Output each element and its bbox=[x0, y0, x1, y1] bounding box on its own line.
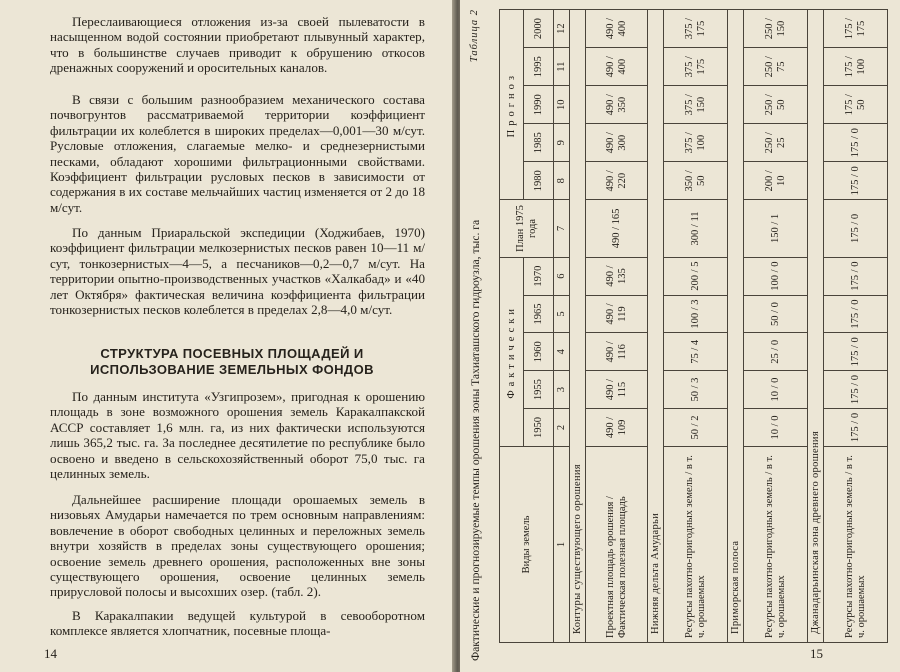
table-cell: 200 / 5 bbox=[664, 257, 728, 295]
table-cell: 250 / 25 bbox=[744, 124, 808, 162]
header-year: 1965 bbox=[524, 295, 554, 333]
table-cell: 175 / 0 bbox=[824, 371, 888, 409]
section-title: Контуры существующего орошения bbox=[570, 10, 586, 643]
section-title: Нижняя дельта Амударьи bbox=[648, 10, 664, 643]
table-row bbox=[586, 10, 648, 643]
rotated-table-block bbox=[469, 9, 883, 661]
header-year: 1955 bbox=[524, 371, 554, 409]
data-table bbox=[499, 9, 888, 643]
table-cell: 175 / 0 bbox=[824, 162, 888, 200]
table-cell: 490 / 135 bbox=[586, 257, 648, 295]
column-number: 8 bbox=[554, 162, 570, 200]
table-cell: 25 / 0 bbox=[744, 333, 808, 371]
table-cell: 490 / 109 bbox=[586, 408, 648, 446]
paragraph-6: В Каракалпакии ведущей культурой в севооборотном комплексе является хлопчатник, посевные площа- bbox=[50, 608, 425, 639]
header-year: 1960 bbox=[524, 333, 554, 371]
table-row bbox=[664, 10, 728, 643]
row-label: Проектная площадь орошения / Фактическая полезная площадь bbox=[586, 447, 648, 643]
table-cell: 375 / 175 bbox=[664, 10, 728, 48]
table-cell: 175 / 0 bbox=[824, 333, 888, 371]
page-number-right: 15 bbox=[810, 646, 823, 661]
table-cell: 490 / 119 bbox=[586, 295, 648, 333]
right-page bbox=[460, 0, 900, 672]
table-cell: 375 / 150 bbox=[664, 86, 728, 124]
table-title: Фактические и прогнозируемые темпы орошения зоны Тахиаташского гидроузла, тыс. га bbox=[469, 219, 482, 661]
column-number: 11 bbox=[554, 48, 570, 86]
table-cell: 175 / 0 bbox=[824, 295, 888, 333]
table-cell: 10 / 0 bbox=[744, 408, 808, 446]
column-number-row bbox=[554, 10, 570, 643]
column-number: 7 bbox=[554, 200, 570, 257]
table-label: Таблица 2 bbox=[469, 9, 480, 63]
table-cell: 250 / 75 bbox=[744, 48, 808, 86]
header-year: 1980 bbox=[524, 162, 554, 200]
table-cell: 490 / 400 bbox=[586, 10, 648, 48]
table-cell: 175 / 0 bbox=[824, 408, 888, 446]
column-number: 1 bbox=[554, 447, 570, 643]
header-year: 1995 bbox=[524, 48, 554, 86]
row-label: Ресурсы пахотно-пригодных земель / в т. ч. орошаемых bbox=[744, 447, 808, 643]
header-year: 1950 bbox=[524, 408, 554, 446]
section-title: Приморская полоса bbox=[728, 10, 744, 643]
table-cell: 375 / 100 bbox=[664, 124, 728, 162]
column-number: 9 bbox=[554, 124, 570, 162]
header-plan-1975: План 1975 года bbox=[500, 200, 554, 257]
table-cell: 490 / 300 bbox=[586, 124, 648, 162]
table-row bbox=[824, 10, 888, 643]
table-cell: 175 / 175 bbox=[824, 10, 888, 48]
table-row bbox=[744, 10, 808, 643]
header-year: 1970 bbox=[524, 257, 554, 295]
header-land-type: Виды земель bbox=[500, 447, 554, 643]
table-cell: 50 / 2 bbox=[664, 408, 728, 446]
paragraph-2: В связи с большим разнообразием механического состава почвогрунтов рассматриваемой территории коэффициент фильтрации их колеблется в широких пределах—0,001—30 м/сут. Русловые отложения, слагаемые мелко- и среднезернистыми песками, обладают хорошими фильтрационными свойствами. Коэффициент фильтрации русловых песков в зависимости от содержания в их составе мельчайших частиц изменяется от 2 до 18 м/сут. bbox=[50, 92, 425, 215]
table-cell: 50 / 0 bbox=[744, 295, 808, 333]
column-number: 10 bbox=[554, 86, 570, 124]
table-cell: 490 / 116 bbox=[586, 333, 648, 371]
paragraph-3: По данным Приаральской экспедиции (Ходжибаев, 1970) коэффициент фильтрации мелкозернистых песков равен 10—11 м/сут, тонкозернистых—4—5, а песчаников—0,2—0,7 м/сут. На территории опытно-производственных участков «Халкабад» и «40 лет Октября» фактическая величина коэффициента фильтрации тонкозернистых песков колеблется в пределах 2,8—4,0 м/сут. bbox=[50, 225, 425, 318]
table-cell: 490 / 350 bbox=[586, 86, 648, 124]
table-cell: 175 / 100 bbox=[824, 48, 888, 86]
table-cell: 150 / 1 bbox=[744, 200, 808, 257]
table-cell: 250 / 50 bbox=[744, 86, 808, 124]
page-number-left: 14 bbox=[44, 646, 57, 661]
table-cell: 100 / 3 bbox=[664, 295, 728, 333]
row-label: Ресурсы пахотно-пригодных земель / в т. ч. орошаемых bbox=[664, 447, 728, 643]
table-cell: 10 / 0 bbox=[744, 371, 808, 409]
header-forecast: Прогноз bbox=[500, 10, 524, 200]
table-cell: 175 / 0 bbox=[824, 124, 888, 162]
column-number: 4 bbox=[554, 333, 570, 371]
paragraph-1: Переслаивающиеся отложения из-за своей пылеватости в насыщенном водой состоянии приобретают плывунный характер, что в большинстве случаев приводит к обрушению откосов дренажных сооружений и оросительных каналов. bbox=[50, 14, 425, 76]
column-number: 5 bbox=[554, 295, 570, 333]
header-actual: Фактически bbox=[500, 257, 524, 446]
table-cell: 100 / 0 bbox=[744, 257, 808, 295]
table-cell: 50 / 3 bbox=[664, 371, 728, 409]
table-cell: 490 / 400 bbox=[586, 48, 648, 86]
table-cell: 490 / 220 bbox=[586, 162, 648, 200]
table-cell: 350 / 50 bbox=[664, 162, 728, 200]
section-title: Джанадарьинская зона древнего орошения bbox=[808, 10, 824, 643]
table-cell: 75 / 4 bbox=[664, 333, 728, 371]
table-cell: 250 / 150 bbox=[744, 10, 808, 48]
section-heading: СТРУКТУРА ПОСЕВНЫХ ПЛОЩАДЕЙ И ИСПОЛЬЗОВАНИЕ ЗЕМЕЛЬНЫХ ФОНДОВ bbox=[90, 346, 374, 377]
header-year: 1985 bbox=[524, 124, 554, 162]
table-cell: 300 / 11 bbox=[664, 200, 728, 257]
table-cell: 175 / 0 bbox=[824, 200, 888, 257]
header-year: 1990 bbox=[524, 86, 554, 124]
paragraph-4: По данным института «Узгипрозем», пригодная к орошению площадь в зоне возможного орошения земель Каракалпакской АССР составляет 1,6 млн. га, из них фактически используются лишь 365,2 тыс. га. За последнее десятилетие по республике было освоено и введено в сельскохозяйственный оборот 75,0 тыс. га целинных земель. bbox=[50, 389, 425, 482]
table-cell: 490 / 165 bbox=[586, 200, 648, 257]
table-cell: 200 / 10 bbox=[744, 162, 808, 200]
column-number: 12 bbox=[554, 10, 570, 48]
paragraph-5: Дальнейшее расширение площади орошаемых земель в низовьях Амударьи намечается по трем основным направлениям: вовлечение в оборот свободных целинных и переложных земель внутри хозяйств в пределах зоны существующего орошения; освоение земель древнего орошения, расположенных вне зоны существующего орошения, освоение целинных земель прирусловой полосы и высохших озер. (табл. 2). bbox=[50, 492, 425, 600]
table-cell: 490 / 115 bbox=[586, 371, 648, 409]
column-number: 6 bbox=[554, 257, 570, 295]
header-year: 2000 bbox=[524, 10, 554, 48]
column-number: 2 bbox=[554, 408, 570, 446]
table-cell: 375 / 175 bbox=[664, 48, 728, 86]
column-number: 3 bbox=[554, 371, 570, 409]
table-cell: 175 / 50 bbox=[824, 86, 888, 124]
table-cell: 175 / 0 bbox=[824, 257, 888, 295]
row-label: Ресурсы пахотно-пригодных земель / в т. ч. орошаемых bbox=[824, 447, 888, 643]
